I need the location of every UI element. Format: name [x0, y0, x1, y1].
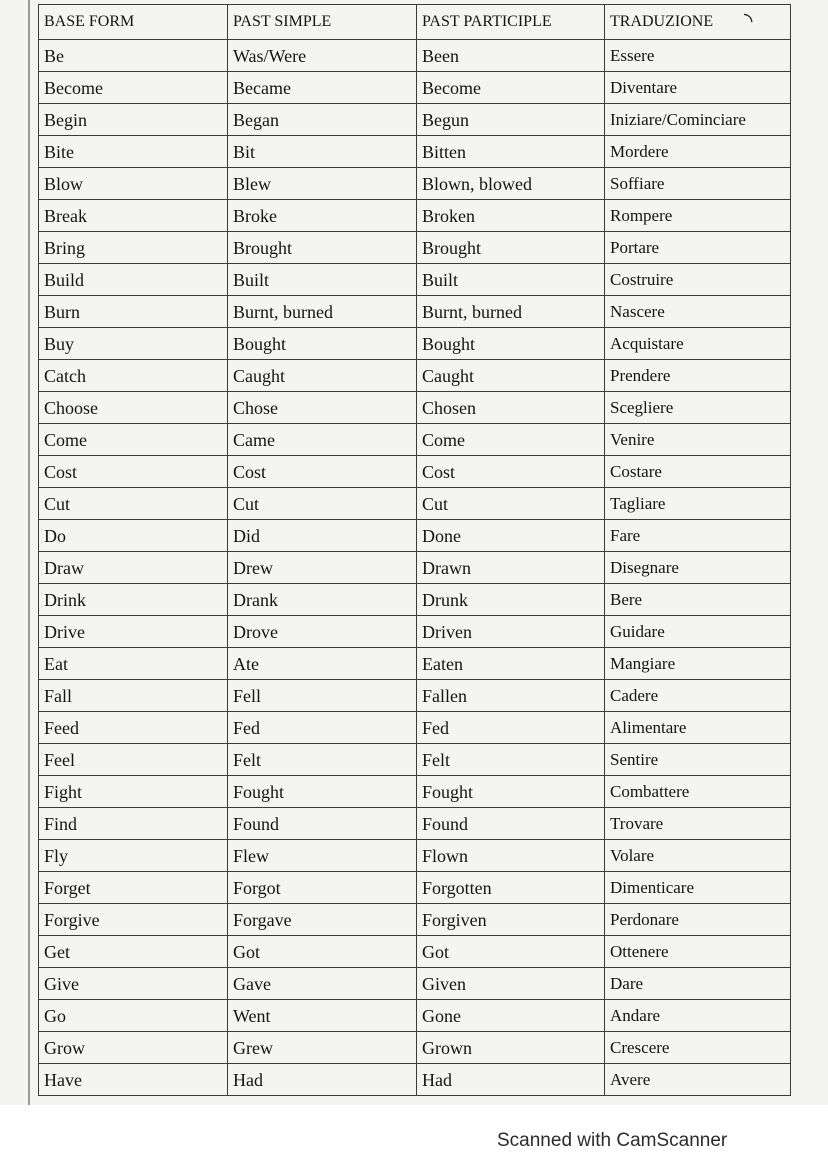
past-simple-cell: Broke: [228, 200, 417, 232]
table-row: [39, 456, 791, 488]
table-row: [39, 136, 791, 168]
base-form-cell: Fight: [39, 776, 228, 808]
traduzione-cell: Fare: [605, 520, 791, 552]
table-row: [39, 1000, 791, 1032]
base-form-cell: Draw: [39, 552, 228, 584]
past-simple-cell: Caught: [228, 360, 417, 392]
base-form-cell: Catch: [39, 360, 228, 392]
page-curl-mark: ◝: [744, 9, 753, 34]
base-form-cell: Burn: [39, 296, 228, 328]
traduzione-cell: Cadere: [605, 680, 791, 712]
past-simple-cell: Ate: [228, 648, 417, 680]
traduzione-cell: Disegnare: [605, 552, 791, 584]
traduzione-cell: Costruire: [605, 264, 791, 296]
traduzione-cell: Prendere: [605, 360, 791, 392]
base-form-cell: Bring: [39, 232, 228, 264]
table-row: [39, 936, 791, 968]
table-row: [39, 552, 791, 584]
table-row: [39, 264, 791, 296]
table-row: [39, 392, 791, 424]
header-row: [39, 5, 791, 40]
past-participle-cell: Cost: [417, 456, 605, 488]
past-participle-cell: Been: [417, 40, 605, 72]
traduzione-cell: Costare: [605, 456, 791, 488]
traduzione-cell: Rompere: [605, 200, 791, 232]
traduzione-cell: Iniziare/Cominciare: [605, 104, 791, 136]
past-participle-cell: Burnt, burned: [417, 296, 605, 328]
past-simple-cell: Burnt, burned: [228, 296, 417, 328]
traduzione-cell: Dare: [605, 968, 791, 1000]
past-simple-cell: Fell: [228, 680, 417, 712]
past-simple-cell: Went: [228, 1000, 417, 1032]
base-form-cell: Go: [39, 1000, 228, 1032]
base-form-cell: Fly: [39, 840, 228, 872]
base-form-cell: Cut: [39, 488, 228, 520]
past-simple-cell: Forgot: [228, 872, 417, 904]
traduzione-cell: Trovare: [605, 808, 791, 840]
base-form-cell: Eat: [39, 648, 228, 680]
traduzione-cell: Combattere: [605, 776, 791, 808]
past-simple-cell: Cost: [228, 456, 417, 488]
table-row: [39, 360, 791, 392]
base-form-cell: Bite: [39, 136, 228, 168]
base-form-cell: Break: [39, 200, 228, 232]
traduzione-cell: Scegliere: [605, 392, 791, 424]
table-row: [39, 104, 791, 136]
past-participle-cell: Got: [417, 936, 605, 968]
base-form-cell: Get: [39, 936, 228, 968]
table-row: [39, 1064, 791, 1096]
table-row: [39, 712, 791, 744]
past-participle-cell: Begun: [417, 104, 605, 136]
past-participle-cell: Bitten: [417, 136, 605, 168]
past-participle-cell: Become: [417, 72, 605, 104]
past-simple-cell: Fought: [228, 776, 417, 808]
table-header: [39, 5, 791, 40]
traduzione-cell: Acquistare: [605, 328, 791, 360]
past-simple-cell: Was/Were: [228, 40, 417, 72]
base-form-cell: Cost: [39, 456, 228, 488]
base-form-cell: Fall: [39, 680, 228, 712]
past-participle-cell: Forgiven: [417, 904, 605, 936]
traduzione-cell: Bere: [605, 584, 791, 616]
past-participle-cell: Felt: [417, 744, 605, 776]
table-row: [39, 680, 791, 712]
table-row: [39, 72, 791, 104]
past-participle-cell: Grown: [417, 1032, 605, 1064]
past-simple-cell: Had: [228, 1064, 417, 1096]
base-form-cell: Build: [39, 264, 228, 296]
past-participle-cell: Built: [417, 264, 605, 296]
past-simple-cell: Drank: [228, 584, 417, 616]
past-simple-cell: Found: [228, 808, 417, 840]
base-form-cell: Begin: [39, 104, 228, 136]
table-row: [39, 616, 791, 648]
past-simple-cell: Flew: [228, 840, 417, 872]
past-participle-cell: Had: [417, 1064, 605, 1096]
base-form-cell: Feed: [39, 712, 228, 744]
table-row: [39, 168, 791, 200]
traduzione-cell: Sentire: [605, 744, 791, 776]
table-row: [39, 520, 791, 552]
traduzione-cell: Dimenticare: [605, 872, 791, 904]
base-form-cell: Grow: [39, 1032, 228, 1064]
table-row: [39, 904, 791, 936]
base-form-cell: Do: [39, 520, 228, 552]
past-simple-cell: Cut: [228, 488, 417, 520]
past-participle-cell: Gone: [417, 1000, 605, 1032]
table-row: [39, 424, 791, 456]
past-simple-cell: Built: [228, 264, 417, 296]
past-simple-cell: Got: [228, 936, 417, 968]
past-participle-cell: Caught: [417, 360, 605, 392]
past-participle-cell: Chosen: [417, 392, 605, 424]
past-simple-cell: Chose: [228, 392, 417, 424]
past-participle-cell: Blown, blowed: [417, 168, 605, 200]
header-traduzione: TRADUZIONE: [605, 5, 791, 40]
traduzione-cell: Ottenere: [605, 936, 791, 968]
past-simple-cell: Gave: [228, 968, 417, 1000]
past-participle-cell: Found: [417, 808, 605, 840]
traduzione-cell: Soffiare: [605, 168, 791, 200]
table-row: [39, 872, 791, 904]
table-body: [39, 40, 791, 1096]
base-form-cell: Feel: [39, 744, 228, 776]
table-row: [39, 744, 791, 776]
past-participle-cell: Fallen: [417, 680, 605, 712]
traduzione-cell: Essere: [605, 40, 791, 72]
irregular-verbs-table: [38, 4, 791, 1096]
traduzione-cell: Mordere: [605, 136, 791, 168]
traduzione-cell: Portare: [605, 232, 791, 264]
base-form-cell: Blow: [39, 168, 228, 200]
table-row: [39, 232, 791, 264]
header-past-participle: PAST PARTICIPLE: [417, 5, 605, 40]
base-form-cell: Drive: [39, 616, 228, 648]
traduzione-cell: Tagliare: [605, 488, 791, 520]
header-base-form: BASE FORM: [39, 5, 228, 40]
past-participle-cell: Brought: [417, 232, 605, 264]
past-participle-cell: Come: [417, 424, 605, 456]
past-simple-cell: Drew: [228, 552, 417, 584]
table-row: [39, 1032, 791, 1064]
traduzione-cell: Diventare: [605, 72, 791, 104]
past-participle-cell: Done: [417, 520, 605, 552]
table-row: [39, 488, 791, 520]
past-participle-cell: Given: [417, 968, 605, 1000]
traduzione-cell: Nascere: [605, 296, 791, 328]
base-form-cell: Drink: [39, 584, 228, 616]
past-simple-cell: Began: [228, 104, 417, 136]
header-past-simple: PAST SIMPLE: [228, 5, 417, 40]
table-row: [39, 296, 791, 328]
past-simple-cell: Forgave: [228, 904, 417, 936]
traduzione-cell: Guidare: [605, 616, 791, 648]
past-participle-cell: Broken: [417, 200, 605, 232]
past-participle-cell: Fed: [417, 712, 605, 744]
past-participle-cell: Flown: [417, 840, 605, 872]
table-row: [39, 776, 791, 808]
base-form-cell: Become: [39, 72, 228, 104]
past-participle-cell: Drawn: [417, 552, 605, 584]
table-row: [39, 648, 791, 680]
base-form-cell: Be: [39, 40, 228, 72]
base-form-cell: Forgive: [39, 904, 228, 936]
past-participle-cell: Eaten: [417, 648, 605, 680]
table-row: [39, 808, 791, 840]
past-simple-cell: Felt: [228, 744, 417, 776]
past-simple-cell: Did: [228, 520, 417, 552]
past-simple-cell: Became: [228, 72, 417, 104]
past-participle-cell: Driven: [417, 616, 605, 648]
traduzione-cell: Perdonare: [605, 904, 791, 936]
past-participle-cell: Cut: [417, 488, 605, 520]
page-margin-line: [28, 0, 30, 1105]
table-row: [39, 840, 791, 872]
past-simple-cell: Grew: [228, 1032, 417, 1064]
past-simple-cell: Brought: [228, 232, 417, 264]
base-form-cell: Find: [39, 808, 228, 840]
past-participle-cell: Bought: [417, 328, 605, 360]
traduzione-cell: Crescere: [605, 1032, 791, 1064]
table-row: [39, 200, 791, 232]
traduzione-cell: Alimentare: [605, 712, 791, 744]
traduzione-cell: Venire: [605, 424, 791, 456]
traduzione-cell: Mangiare: [605, 648, 791, 680]
past-participle-cell: Drunk: [417, 584, 605, 616]
past-participle-cell: Fought: [417, 776, 605, 808]
past-simple-cell: Blew: [228, 168, 417, 200]
traduzione-cell: Volare: [605, 840, 791, 872]
past-simple-cell: Came: [228, 424, 417, 456]
base-form-cell: Forget: [39, 872, 228, 904]
traduzione-cell: Avere: [605, 1064, 791, 1096]
base-form-cell: Buy: [39, 328, 228, 360]
past-simple-cell: Bit: [228, 136, 417, 168]
base-form-cell: Have: [39, 1064, 228, 1096]
past-simple-cell: Drove: [228, 616, 417, 648]
past-participle-cell: Forgotten: [417, 872, 605, 904]
table-row: [39, 40, 791, 72]
camscanner-watermark: Scanned with CamScanner: [497, 1130, 728, 1151]
table-row: [39, 968, 791, 1000]
base-form-cell: Give: [39, 968, 228, 1000]
base-form-cell: Come: [39, 424, 228, 456]
base-form-cell: Choose: [39, 392, 228, 424]
past-simple-cell: Fed: [228, 712, 417, 744]
traduzione-cell: Andare: [605, 1000, 791, 1032]
past-simple-cell: Bought: [228, 328, 417, 360]
table-row: [39, 328, 791, 360]
table-row: [39, 584, 791, 616]
